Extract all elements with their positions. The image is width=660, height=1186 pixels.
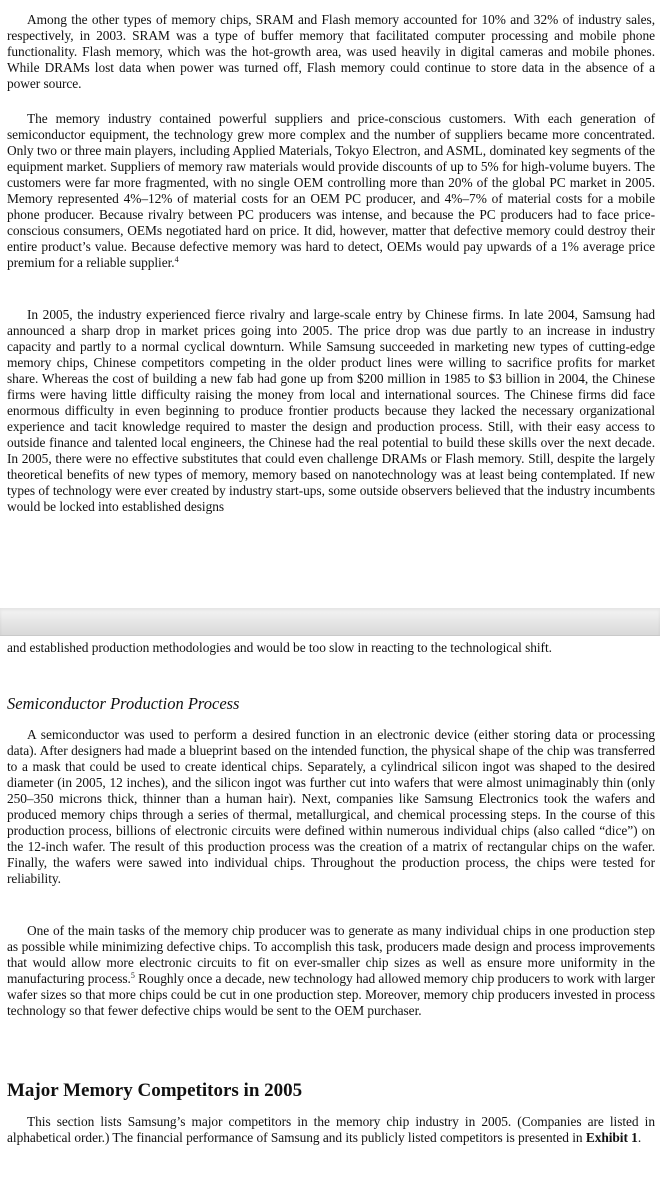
paragraph-rivalry (7, 307, 655, 515)
page-break-edge (0, 635, 660, 636)
paragraph-rivalry-continued (7, 640, 655, 656)
paragraph-body-continued: Roughly once a decade, new technology had allowed memory chip producers to work with larger wafer sizes so that more chips could be cut in one production step. Moreover, memory chip producers invested in process technology so that fewer defective chips would be sent to the OEM purchaser. (7, 971, 656, 1018)
paragraph-text: Among the other types of memory chips, SRAM and Flash memory accounted for 10% and 32% of industry sales, respectively, in 2003. SRAM was a type of buffer memory that facilitated computer processing and mobile phone functionality. Flash memory, which was the hot-growth area, was used heavily in digital cameras and mobile phones. While DRAMs lost data when power was turned off, Flash memory could continue to store data in the absence of a power source. (7, 12, 655, 91)
paragraph-body: One of the main tasks of the memory chip producer was to generate as many individual chips in one production step as possible while minimizing defective chips. To accomplish this task, producers made design and process improvements that would allow more electronic circuits to fit on ever-smaller chip sizes as well as ensure more uniformity in the manufacturing process. (7, 923, 655, 986)
paragraph-semiconductor-process (7, 727, 655, 887)
exhibit-reference[interactable]: Exhibit 1 (585, 1130, 638, 1145)
paragraph-producer-tasks (7, 923, 655, 1019)
paragraph-competitors-intro (7, 1114, 655, 1146)
paragraph-text (7, 923, 655, 1019)
footnote-marker[interactable]: 5 (130, 971, 135, 980)
footnote-marker[interactable]: 4 (174, 255, 179, 264)
paragraph-body: The memory industry contained powerful suppliers and price-conscious customers. With each generation of semiconductor equipment, the technology grew more complex and the number of suppliers became more concentrated. Only two or three main players, including Applied Materials, Tokyo Electron, and ASML, dominated key segments of the equipment market. Suppliers of memory raw materials would provide discounts of up to 5% for high-volume buyers. The customers were far more fragmented, with no single OEM controlling more than 20% of the global PC market in 2005. Memory represented 4%–12% of material costs for an OEM PC producer, and 4%–7% of material costs for a mobile phone producer. Because rivalry between PC producers was intense, and because the PC producers had to face price-conscious consumers, OEMs negotiated hard on price. It did, however, matter that defective memory could destroy their entire product’s value. Because defective memory was hard to detect, OEMs would pay upwards of a 1% average price premium for a reliable supplier. (7, 111, 655, 270)
paragraph-text (7, 1114, 655, 1146)
paragraph-text: and established production methodologies and would be too slow in reacting to the technological shift. (7, 640, 552, 655)
page-break-separator (0, 608, 660, 636)
paragraph-text: A semiconductor was used to perform a desired function in an electronic device (either storing data or processing data). After designers had made a blueprint based on the intended function, the physical shape of the chip was transferred to a mask that could be used to create identical chips. Separately, a cylindrical silicon ingot was shaped to the desired diameter (in 2005, 12 inches), and the silicon ingot was further cut into wafers that were almost unimaginably thin (only 250–350 microns thick, thinner than a human hair). Next, companies like Samsung Electronics took the wafers and produced memory chips through a series of thermal, metallurgical, and chemical processing steps. In the course of this production process, billions of electronic circuits were defined within numerous individual chips (also called “dice”) on the 12-inch wafer. The result of this production process was the creation of a matrix of rectangular chips on the wafer. Finally, the wafers were sawed into individual chips. Throughout the production process, the chips were tested for reliability. (7, 727, 655, 886)
paragraph-body: This section lists Samsung’s major competitors in the memory chip industry in 2005. (Companies are listed in alphabetical order.) The financial performance of Samsung and its publicly listed competitors is presented in (7, 1114, 655, 1145)
paragraph-text (7, 111, 655, 271)
paragraph-memory-types (7, 12, 655, 92)
paragraph-end: . (637, 1130, 642, 1145)
paragraph-suppliers-customers (7, 111, 655, 271)
section-heading-major-competitors: Major Memory Competitors in 2005 (7, 1080, 303, 1101)
paragraph-text: In 2005, the industry experienced fierce rivalry and large-scale entry by Chinese firms. In late 2004, Samsung had announced a sharp drop in market prices going into 2005. The price drop was due partly to an increase in industry capacity and partly to a normal cyclical downturn. While Samsung succeeded in marketing new types of cutting-edge memory chips, Chinese competitors competing in the older product lines were willing to sacrifice profits for market share. Whereas the cost of building a new fab had gone up from $200 million in 1985 to $3 billion in 2004, the Chinese firms were having little difficulty raising the money from local and international sources. The Chinese firms did face enormous difficulty in even beginning to produce frontier products because they lacked the necessary organizational experience and tacit knowledge required to master the design and production process. Still, with their easy access to outside finance and talented local engineers, the Chinese had the real potential to build these skills over the next decade. In 2005, there were no effective substitutes that could even challenge DRAMs or Flash memory. Still, despite the largely theoretical benefits of new types of memory, memory based on nanotechnology was at least being contemplated. If new types of technology were ever created by industry start-ups, some outside observers believed that the industry incumbents would be locked into established designs (7, 307, 655, 514)
section-heading-production-process: Semiconductor Production Process (7, 694, 240, 713)
